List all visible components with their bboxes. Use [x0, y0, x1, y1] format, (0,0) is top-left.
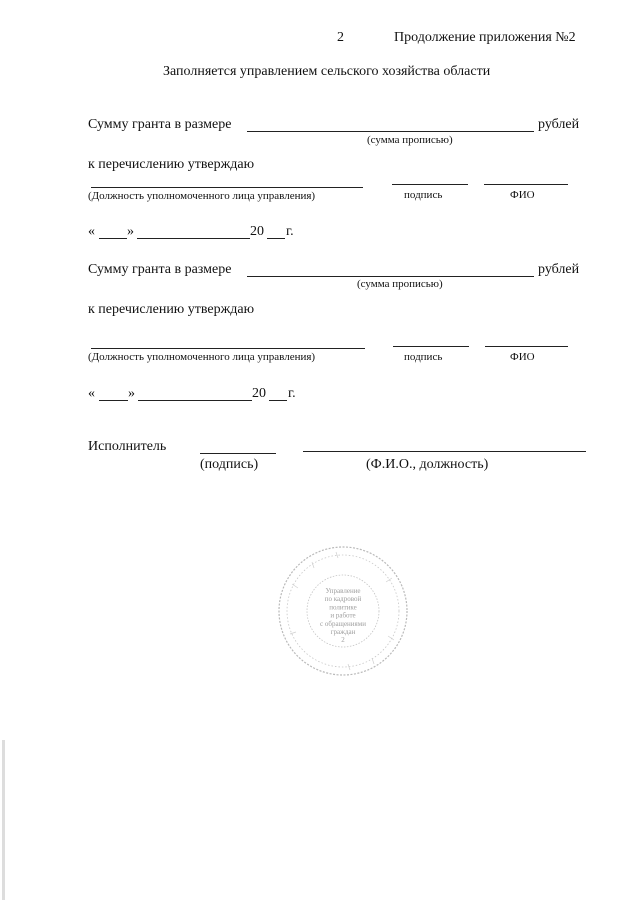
currency-label: рублей — [538, 117, 580, 132]
date-close-quote: » — [128, 386, 135, 401]
signature-hint: подпись — [404, 189, 443, 201]
year-suffix: г. — [286, 224, 294, 239]
stamp-text-line: и работе — [330, 611, 356, 620]
position-hint: (Должность уполномоченного лица управления) — [88, 351, 316, 363]
year-prefix: 20 — [252, 386, 266, 401]
executor-signature-line[interactable] — [200, 453, 276, 454]
grant-amount-label: Сумму гранта в размере — [88, 262, 232, 277]
date-month-line[interactable] — [138, 400, 252, 401]
year-line[interactable] — [267, 238, 285, 239]
page-number: 2 — [337, 30, 344, 45]
signature-line[interactable] — [393, 346, 469, 347]
date-open-quote: « — [88, 386, 95, 401]
continuation-title: Продолжение приложения №2 — [394, 30, 576, 45]
amount-words-hint: (сумма прописью) — [357, 278, 443, 290]
executor-fio-hint: (Ф.И.О., должность) — [366, 457, 489, 472]
year-prefix: 20 — [250, 224, 264, 239]
executor-label: Исполнитель — [88, 439, 167, 454]
executor-signature-hint: (подпись) — [200, 457, 259, 472]
fio-line[interactable] — [485, 346, 568, 347]
stamp-seal-icon — [276, 544, 410, 678]
grant-amount-line[interactable] — [247, 131, 534, 132]
date-close-quote: » — [127, 224, 134, 239]
fio-hint: ФИО — [510, 351, 535, 363]
position-line[interactable] — [91, 187, 363, 188]
date-day-line[interactable] — [99, 400, 128, 401]
amount-words-hint: (сумма прописью) — [367, 134, 453, 146]
stamp-text-line: Управление — [325, 587, 361, 595]
stamp-text-line: 2 — [341, 636, 345, 645]
stamp-text-line: с обращениями — [320, 619, 366, 628]
executor-fio-line[interactable] — [303, 451, 586, 452]
fio-line[interactable] — [484, 184, 568, 185]
stamp-text-line: по кадровой — [324, 595, 362, 604]
grant-amount-line[interactable] — [247, 276, 534, 277]
stamp-text-line: политике — [329, 603, 357, 612]
date-open-quote: « — [88, 224, 95, 239]
signature-hint: подпись — [404, 351, 443, 363]
form-subtitle: Заполняется управлением сельского хозяйства области — [163, 64, 491, 79]
position-hint: (Должность уполномоченного лица управления) — [88, 190, 316, 202]
fio-hint: ФИО — [510, 189, 535, 201]
official-stamp — [276, 544, 410, 678]
approve-text: к перечислению утверждаю — [88, 157, 255, 172]
currency-label: рублей — [538, 262, 580, 277]
stamp-text-line: граждан — [330, 628, 356, 636]
date-month-line[interactable] — [137, 238, 250, 239]
year-line[interactable] — [269, 400, 287, 401]
position-line[interactable] — [91, 348, 365, 349]
grant-amount-label: Сумму гранта в размере — [88, 117, 232, 132]
year-suffix: г. — [288, 386, 296, 401]
date-day-line[interactable] — [99, 238, 127, 239]
scan-margin-mark — [2, 740, 5, 900]
approve-text: к перечислению утверждаю — [88, 302, 255, 317]
signature-line[interactable] — [392, 184, 468, 185]
